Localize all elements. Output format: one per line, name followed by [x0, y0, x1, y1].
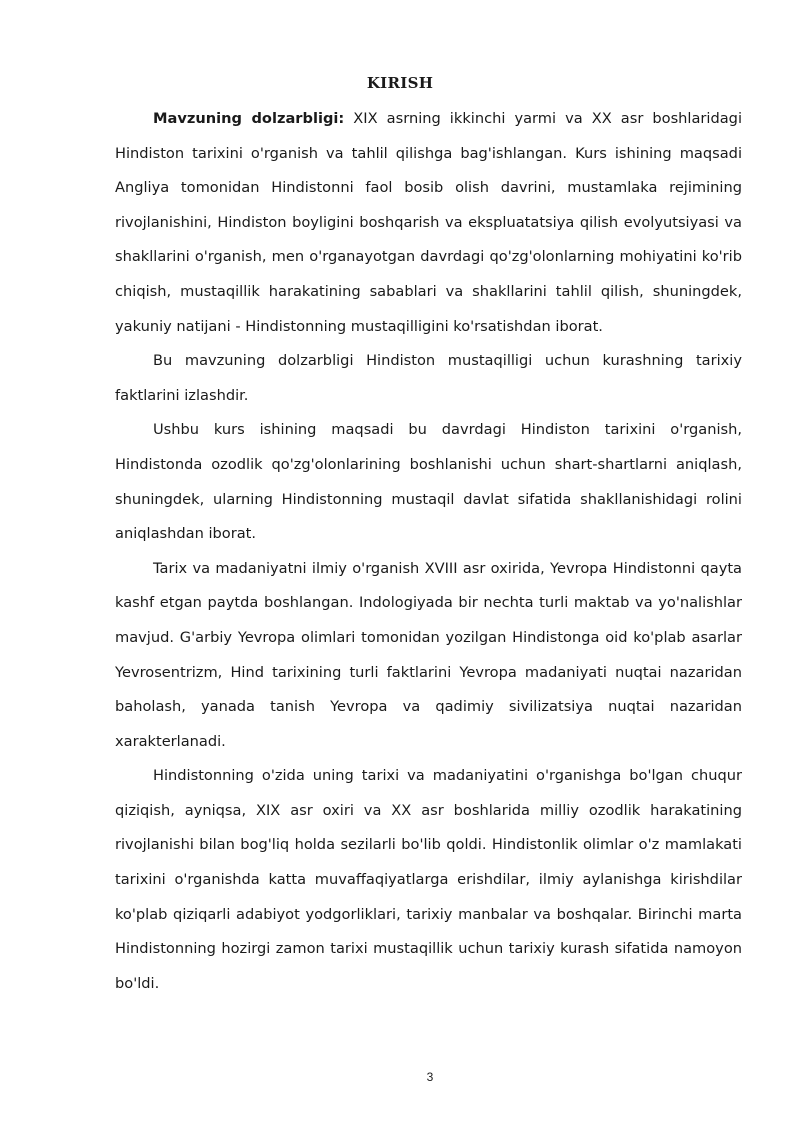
paragraph: Tarix va madaniyatni ilmiy o'rganish XVIII asr oxirida, Yevropa Hindistonni qayta kashf etgan paytda boshlangan. Indologiyada bir nechta turli maktab va yo'nalishlar mavjud. G'arbiy Yevropa olimlari tomonidan yozilgan Hindistonga oid ko'plab asarlar Yevrosentrizm, Hind tarixining turli faktlarini Yevropa madaniyati nuqtai nazaridan baholash, yanada tanish Yevropa va qadimiy sivilizatsiya nuqtai nazaridan xarakterlanadi.	[115, 559, 742, 750]
paragraph-text: XIX asrning ikkinchi yarmi va XX asr boshlaridagi Hindiston tarixini o'rganish va tahlil qilishga bag'ishlangan. Kurs ishining maqsadi Angliya tomonidan Hindistonni faol bosib olish davrini, mustamlaka rejimining rivojlanishini, Hindiston boyligini boshqarish va ekspluatatsiya qilish evolyutsiyasi va shakllarini o'rganish, men o'rganayotgan davrdagi qo'zg'olonlarning mohiyatini ko'rib chiqish, mustaqillik harakatining sabablari va shakllarini tahlil qilish, shuningdek, yakuniy natijani - Hindistonning mustaqilligini ko'rsatishdan iborat.	[115, 110, 742, 335]
page-heading: KIRISH	[366, 74, 434, 92]
paragraph-lead: Mavzuning dolzarbligi:	[153, 110, 345, 127]
body-text	[115, 102, 742, 1001]
paragraph-relevance	[115, 102, 742, 344]
page-number: 3	[426, 1070, 434, 1084]
paragraph: Hindistonning o'zida uning tarixi va madaniyatini o'rganishga bo'lgan chuqur qiziqish, ayniqsa, XIX asr oxiri va XX asr boshlarida milliy ozodlik harakatining rivojlanishi bilan bog'liq holda sezilarli bo'lib qoldi. Hindistonlik olimlar o'z mamlakati tarixini o'rganishda katta muvaffaqiyatlarga erishdilar, ilmiy aylanishga kirishdilar ko'plab qiziqarli adabiyot yodgorliklari, tarixiy manbalar va boshqalar. Birinchi marta Hindistonning hozirgi zamon tarixi mustaqillik uchun tarixiy kurash sifatida namoyon bo'ldi.	[115, 767, 742, 992]
paragraph: Bu mavzuning dolzarbligi Hindiston mustaqilligi uchun kurashning tarixiy faktlarini izlashdir.	[115, 352, 742, 404]
paragraph: Ushbu kurs ishining maqsadi bu davrdagi Hindiston tarixini o'rganish, Hindistonda ozodlik qo'zg'olonlarining boshlanishi uchun shart-shartlarni aniqlash, shuningdek, ularning Hindistonning mustaqil davlat sifatida shakllanishidagi rolini aniqlashdan iborat.	[115, 421, 742, 543]
